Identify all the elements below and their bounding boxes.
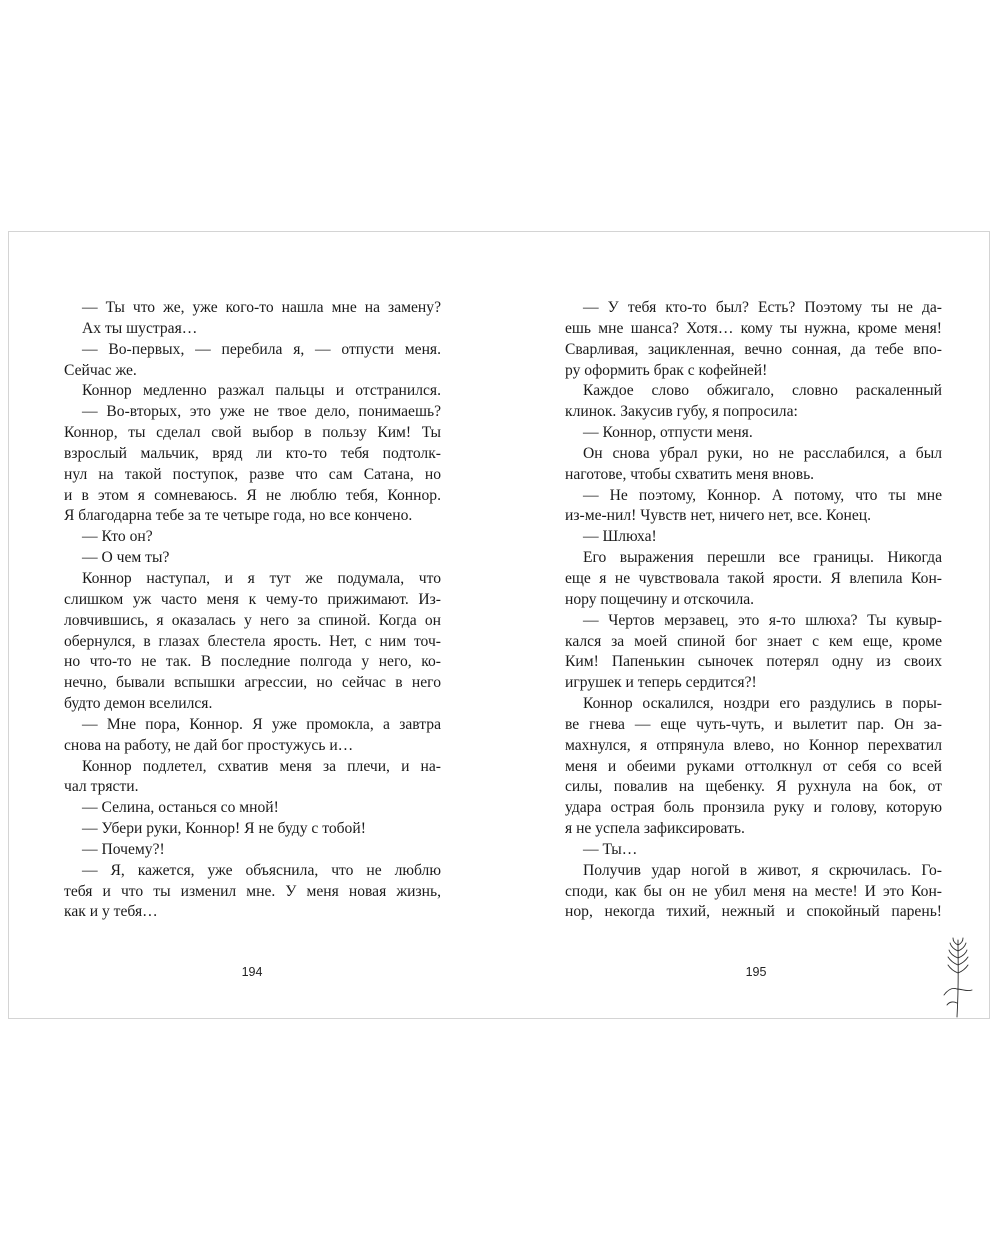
- text-line: Ах ты шустрая…: [82, 319, 198, 337]
- left-page-text: [64, 298, 441, 923]
- text-line: — Ты что же, уже кого-то нашла мне на замену?: [82, 299, 441, 316]
- text-line: из-ме-нил! Чувств нет, ничего нет, все. Конец.: [565, 507, 872, 525]
- text-line: Ким! Папенькин сыночек потерял одну из своих: [565, 653, 942, 671]
- text-line: снова на работу, не дай бог простужусь и…: [64, 736, 354, 754]
- text-line: ешь мне шанса? Хотя… кому ты нужна, кроме меня!: [565, 319, 942, 337]
- text-line: Сейчас же.: [64, 361, 137, 379]
- text-line: Коннор подлетел, схватив меня за плечи, и на-: [82, 757, 441, 775]
- book-spread: [8, 231, 990, 1019]
- page-number-left: 194: [241, 965, 263, 979]
- text-line: обернулся, в глазах блестела ярость. Нет, с ним точ-: [64, 632, 441, 650]
- text-line: Каждое слово обжигало, словно раскаленный: [583, 382, 942, 400]
- left-page: [64, 298, 441, 923]
- text-line: Его выражения перешли все границы. Никогда: [583, 549, 942, 567]
- text-line: нул на такой поступок, разве что сам Сатана, но: [64, 465, 441, 483]
- text-line: силы, повалив на щебенку. Я рухнула на бок, от: [565, 778, 942, 796]
- right-page: [565, 298, 942, 923]
- lavender-sprig-icon: [941, 937, 975, 1019]
- text-line: Коннор медленно разжал пальцы и отстранился.: [82, 382, 441, 400]
- text-line: — Коннор, отпусти меня.: [583, 424, 753, 442]
- text-line: но что-то не так. В последние полгода у него, ко-: [64, 653, 441, 671]
- text-line: махнулся, я отпрянула влево, но Коннор перехватил: [565, 736, 942, 754]
- text-line: — Шлюха!: [583, 528, 657, 546]
- text-line: — Ты…: [583, 840, 638, 858]
- text-line: чал трясти.: [64, 778, 139, 796]
- text-line: я не успела зафиксировать.: [565, 820, 745, 838]
- text-line: Коннор, ты сделал свой выбор в пользу Ким! Ты: [64, 424, 441, 442]
- text-line: — Почему?!: [82, 840, 165, 858]
- text-line: ру оформить брак с кофейней!: [565, 361, 768, 379]
- text-line: — Не поэтому, Коннор. А потому, что ты мне: [583, 486, 942, 504]
- page-number-right: 195: [745, 965, 767, 979]
- text-line: Коннор наступал, и я тут же подумала, что: [82, 569, 441, 587]
- text-line: — Во-первых, — перебила я, — отпусти меня.: [82, 340, 441, 358]
- text-line: — Убери руки, Коннор! Я не буду с тобой!: [82, 820, 366, 838]
- text-line: клинок. Закусив губу, я попросила:: [565, 403, 798, 421]
- text-line: Сварливая, зацикленная, вечно сонная, да тебе впо-: [565, 340, 942, 358]
- text-line: — Я, кажется, уже объяснила, что не люблю: [82, 861, 441, 879]
- text-line: Я благодарна тебе за те четыре года, но все кончено.: [64, 507, 413, 525]
- text-line: наготове, чтобы схватить меня вновь.: [565, 465, 815, 483]
- text-line: Получив удар ногой в живот, я скрючилась. Го-: [583, 861, 942, 879]
- text-line: нор, некогда тихий, нежный и спокойный парень!: [565, 903, 942, 921]
- text-line: слишком уж часто меня к чему-то прижимают. Из-: [64, 590, 441, 608]
- text-line: — Селина, останься со мной!: [82, 799, 279, 817]
- text-line: нечно, бывали вспышки агрессии, но сейчас в него: [64, 674, 441, 692]
- text-line: — У тебя кто-то был? Есть? Поэтому ты не да-: [583, 299, 942, 316]
- text-line: и в этом я сомневаюсь. Я не люблю тебя, Коннор.: [64, 486, 441, 504]
- text-line: кался за моей спиной бог знает с кем еще, кроме: [565, 632, 942, 650]
- right-page-text: [565, 298, 942, 923]
- text-line: как и у тебя…: [64, 903, 158, 921]
- text-line: тебя и что ты изменил мне. У меня новая жизнь,: [64, 882, 441, 900]
- text-line: игрушек и теперь сердится?!: [565, 674, 757, 692]
- text-line: — Во-вторых, это уже не твое дело, понимаешь?: [82, 403, 441, 421]
- text-line: — Мне пора, Коннор. Я уже промокла, а завтра: [82, 715, 441, 733]
- text-line: споди, как бы он не убил меня на месте! И это Кон-: [565, 882, 942, 900]
- text-line: удара острая боль пронзила руку и голову, которую: [565, 799, 942, 817]
- text-line: Он снова убрал руки, но не расслабился, а был: [583, 444, 942, 462]
- text-line: ве гнева — еще чуть-чуть, и вылетит пар. Он за-: [565, 715, 942, 733]
- text-line: еще я не чувствовала такой ярости. Я влепила Кон-: [565, 569, 942, 587]
- text-line: — О чем ты?: [82, 549, 170, 567]
- text-line: взрослый мальчик, вряд ли кто-то тебя подтолк-: [64, 444, 441, 462]
- text-line: — Кто он?: [82, 528, 153, 546]
- text-line: будто демон вселился.: [64, 695, 213, 713]
- text-line: нору пощечину и отскочила.: [565, 590, 755, 608]
- text-line: меня и обеими руками оттолкнул от себя со всей: [565, 757, 942, 775]
- text-line: Коннор оскалился, ноздри его раздулись в поры-: [583, 695, 942, 713]
- text-line: — Чертов мерзавец, это я-то шлюха? Ты кувыр-: [583, 611, 942, 629]
- text-line: ловчившись, я оказалась у него за спиной. Когда он: [64, 611, 441, 629]
